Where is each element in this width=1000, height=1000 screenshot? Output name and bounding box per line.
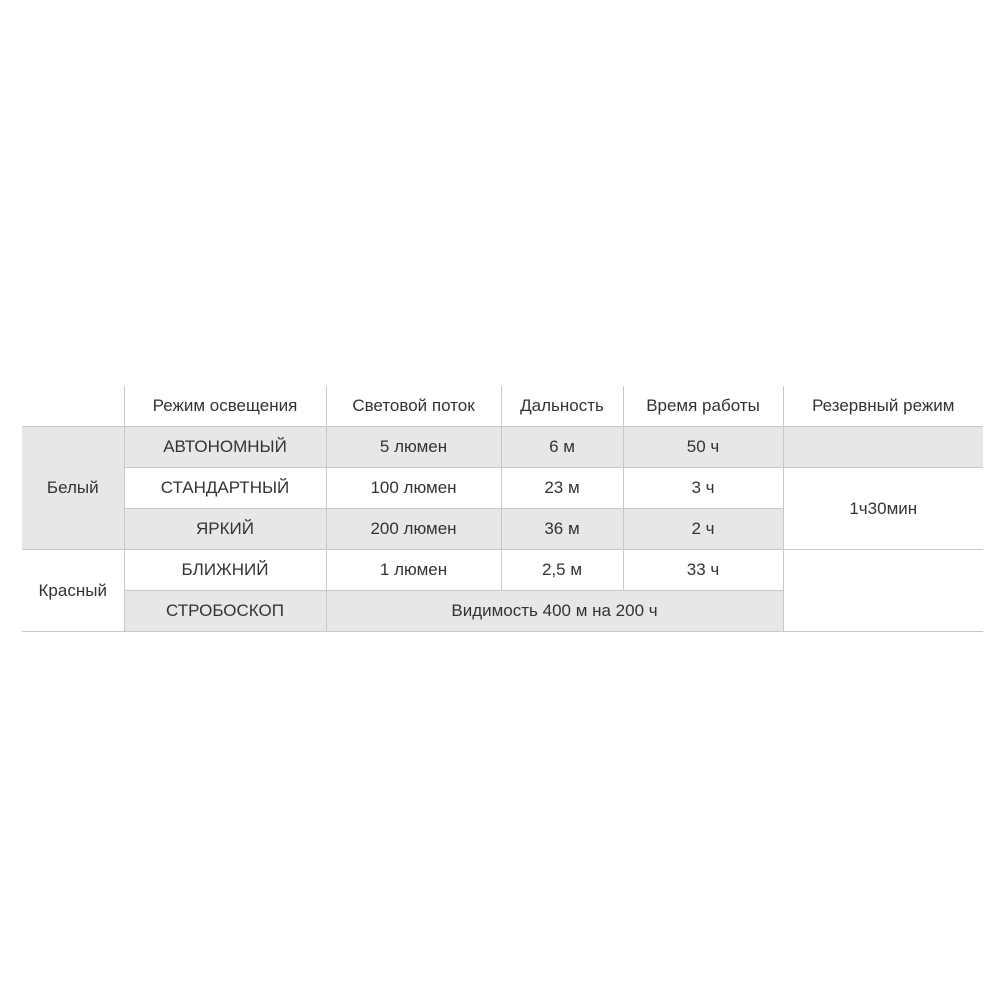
range-cell: 2,5 м — [501, 550, 623, 591]
range-cell: 36 м — [501, 509, 623, 550]
mode-cell: СТАНДАРТНЫЙ — [124, 468, 326, 509]
lighting-modes-table — [22, 386, 983, 632]
flux-cell: 1 люмен — [326, 550, 501, 591]
runtime-cell: 2 ч — [623, 509, 783, 550]
mode-cell: АВТОНОМНЫЙ — [124, 427, 326, 468]
header-mode: Режим освещения — [124, 386, 326, 427]
table-row — [22, 550, 983, 591]
header-runtime: Время работы — [623, 386, 783, 427]
table-row — [22, 468, 983, 509]
mode-cell: ЯРКИЙ — [124, 509, 326, 550]
visibility-cell: Видимость 400 м на 200 ч — [326, 591, 783, 632]
range-cell: 23 м — [501, 468, 623, 509]
header-flux: Световой поток — [326, 386, 501, 427]
reserve-cell-empty — [783, 550, 983, 632]
range-cell: 6 м — [501, 427, 623, 468]
table-row — [22, 427, 983, 468]
reserve-cell-empty — [783, 427, 983, 468]
mode-cell: СТРОБОСКОП — [124, 591, 326, 632]
group-label-white: Белый — [22, 427, 124, 550]
header-range: Дальность — [501, 386, 623, 427]
corner-cell — [22, 386, 124, 427]
mode-cell: БЛИЖНИЙ — [124, 550, 326, 591]
flux-cell: 200 люмен — [326, 509, 501, 550]
header-reserve: Резервный режим — [783, 386, 983, 427]
runtime-cell: 3 ч — [623, 468, 783, 509]
flux-cell: 5 люмен — [326, 427, 501, 468]
runtime-cell: 50 ч — [623, 427, 783, 468]
flux-cell: 100 люмен — [326, 468, 501, 509]
runtime-cell: 33 ч — [623, 550, 783, 591]
group-label-red: Красный — [22, 550, 124, 632]
header-row — [22, 386, 983, 427]
reserve-value-cell: 1ч30мин — [783, 468, 983, 550]
